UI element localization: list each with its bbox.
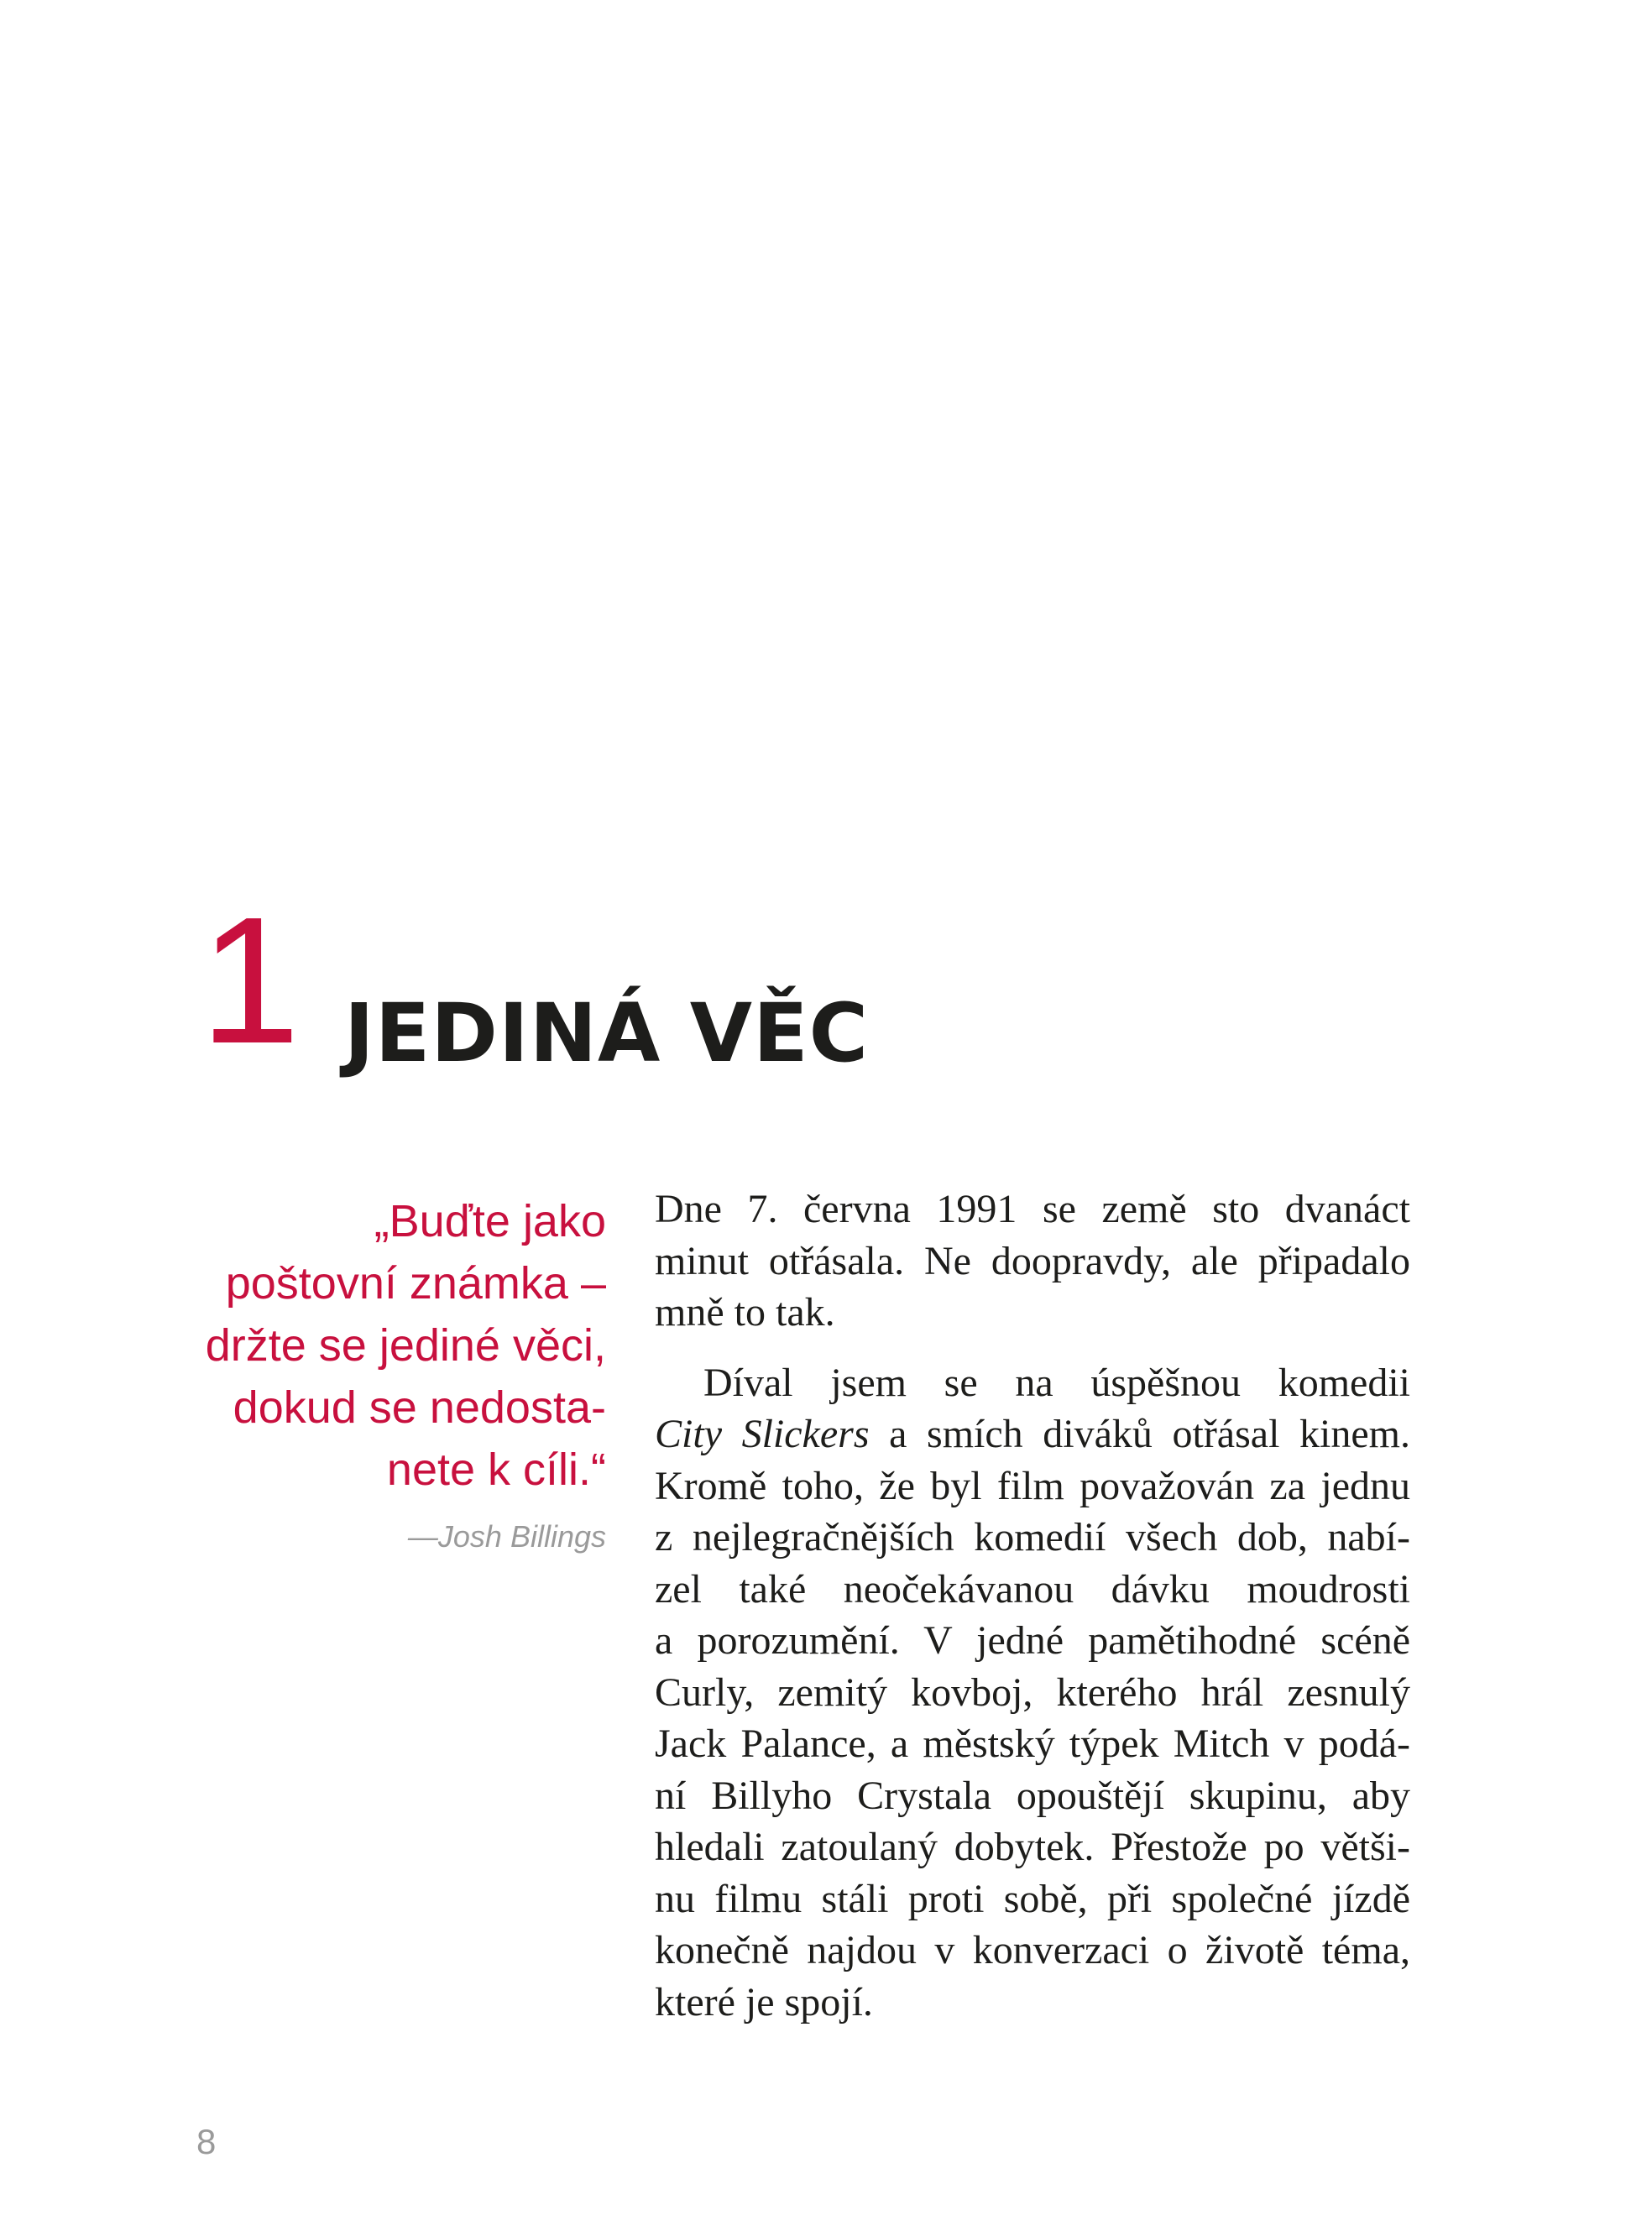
text-line: mně to tak. (655, 1290, 835, 1335)
page-number: 8 (196, 2122, 217, 2161)
epigraph-line: „Buďte jako (374, 1196, 606, 1246)
text-line: z nejlegračnějších komedií všech dob, nabí- (655, 1515, 1410, 1559)
text-line: Kromě toho, že byl film považován za jednu (655, 1463, 1410, 1508)
text-line: minut otřásala. Ne doopravdy, ale připadalo (655, 1238, 1410, 1283)
text-line: hledali zatoulaný dobytek. Přestože po větši- (655, 1825, 1410, 1869)
epigraph-author: —Josh Billings (407, 1519, 606, 1554)
paragraph (655, 1357, 1410, 2029)
text-line: a porozumění. V jedné pamětihodné scéně (655, 1618, 1410, 1663)
text-line: ní Billyho Crystala opouštějí skupinu, aby (655, 1773, 1410, 1818)
text-line: konečně najdou v konverzaci o životě téma, (655, 1928, 1410, 1972)
film-title: City Slickers (655, 1412, 870, 1456)
epigraph-line: nete k cíli.“ (386, 1445, 606, 1495)
text-line: Dne 7. června 1991 se země sto dvanáct (655, 1187, 1410, 1231)
body-text (655, 1183, 1410, 2028)
text-line (655, 1408, 1410, 1460)
text-line: Curly, zemitý kovboj, kterého hrál zesnulý (655, 1669, 1410, 1715)
text-line: nu filmu stáli proti sobě, při společné jízdě (655, 1876, 1410, 1921)
epigraph (136, 1190, 606, 1554)
paragraph (655, 1183, 1410, 1339)
text-line: Jack Palance, a městský týpek Mitch v podá- (655, 1721, 1410, 1766)
text-line: Díval jsem se na úspěšnou komedii (703, 1360, 1410, 1405)
epigraph-quote (136, 1190, 606, 1501)
text-line: zel také neočekávanou dávku moudrosti (655, 1566, 1410, 1612)
epigraph-line: držte se jediné věci, (205, 1320, 606, 1371)
chapter-title: JEDINÁ VĚC (344, 986, 870, 1080)
epigraph-line: poštovní známka – (225, 1258, 606, 1309)
text-fragment: a smích diváků otřásal kinem. (869, 1412, 1410, 1456)
chapter-number: 1 (200, 879, 297, 1081)
text-line: které je spojí. (655, 1979, 873, 2024)
epigraph-line: dokud se nedosta- (233, 1382, 606, 1433)
